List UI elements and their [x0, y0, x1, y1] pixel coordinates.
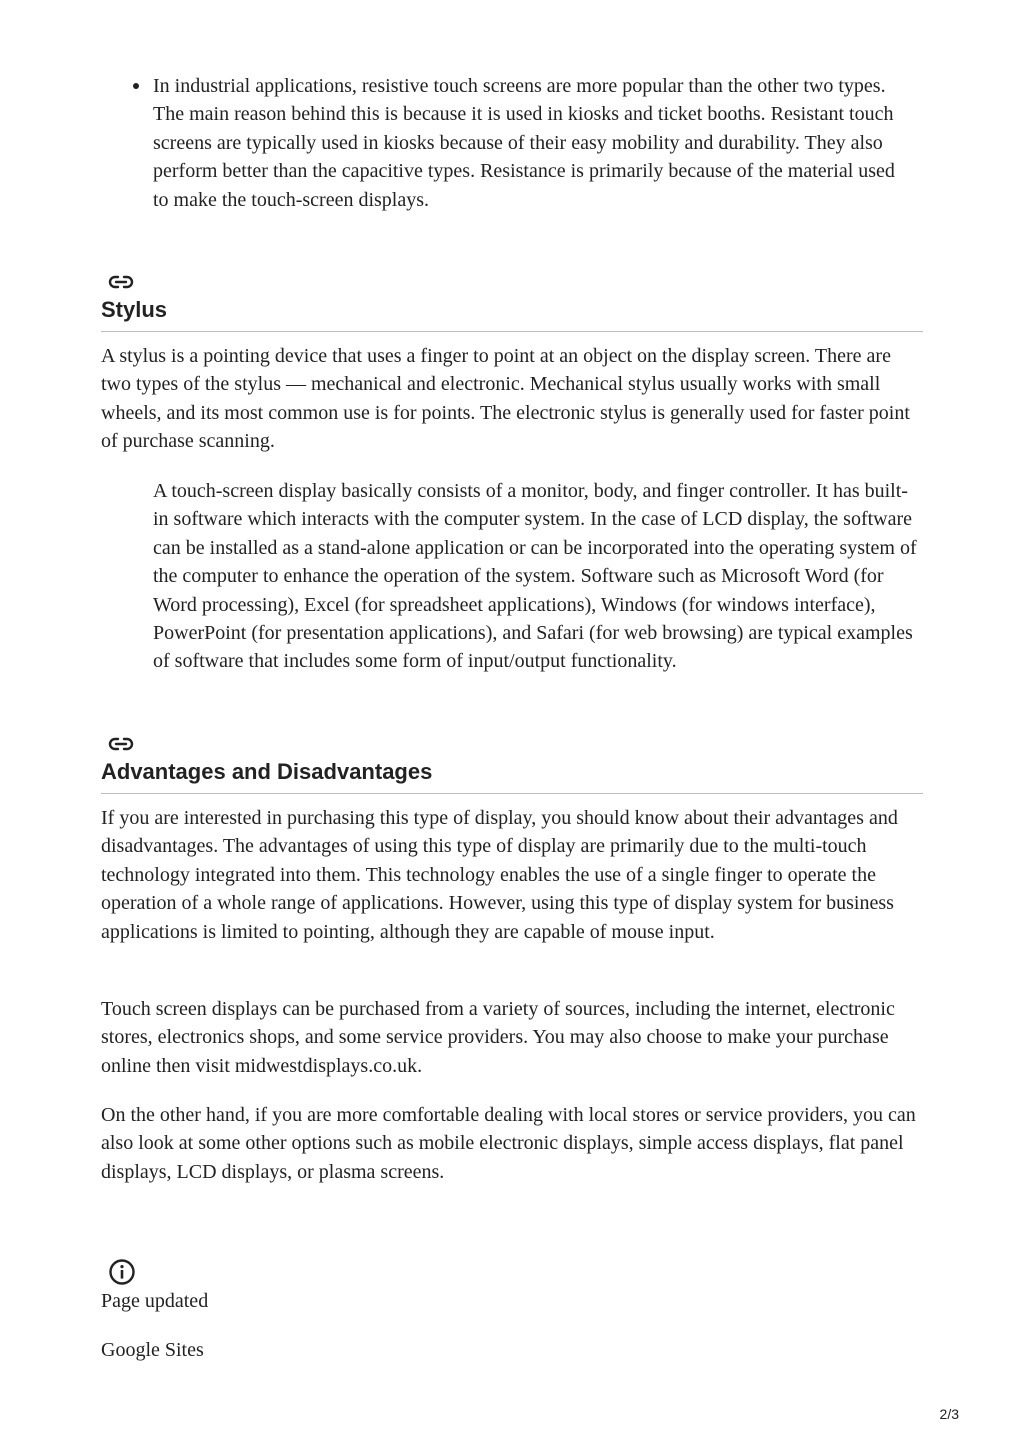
section-divider: [101, 793, 923, 794]
advantages-paragraph-2: Touch screen displays can be purchased from a variety of sources, including the internet, electronic stores, electronics shops, and some service providers. You may also choose to make your purchase online then visit midwestdisplays.co.uk.: [101, 998, 895, 1077]
intro-bullet-list: [153, 72, 913, 214]
advantages-paragraph-3: On the other hand, if you are more comfortable dealing with local stores or service providers, you can also look at some other options such as mobile electronic displays, simple access displays, flat panel displays, LCD displays, or plasma screens.: [101, 1104, 916, 1183]
stylus-quote: A touch-screen display basically consists of a monitor, body, and finger controller. It has built-in software which interacts with the computer system. In the case of LCD display, the software can be installed as a stand-alone application or can be incorporated into the operating system of the computer to enhance the operation of the system. Software such as Microsoft Word (for Word processing), Excel (for spreadsheet applications), Windows (for windows interface), PowerPoint (for presentation applications), and Safari (for web browsing) are typical examples of software that includes some form of input/output functionality.: [153, 480, 917, 673]
advantages-paragraph-1: If you are interested in purchasing this type of display, you should know about their advantages and disadvantages. The advantages of using this type of display are primarily due to the multi-touch technology integrated into them. This technology enables the use of a single finger to operate the operation of a whole range of applications. However, using this type of display system for business applications is limited to pointing, although they are capable of mouse input.: [101, 807, 898, 943]
info-icon[interactable]: [108, 1258, 136, 1286]
section-divider: [101, 331, 923, 332]
bullet-text: In industrial applications, resistive touch screens are more popular than the other two types. The main reason behind this is because it is used in kiosks and ticket booths. Resistant touch screens are typically used in kiosks because of their easy mobility and durability. They also perform better than the capacitive types. Resistance is primarily because of the material used to make the touch-screen displays.: [153, 75, 895, 211]
link-icon[interactable]: [108, 274, 134, 290]
section-heading-stylus: Stylus: [101, 297, 168, 322]
bullet-dot: [133, 83, 139, 89]
link-icon[interactable]: [108, 736, 134, 752]
stylus-paragraph: A stylus is a pointing device that uses a finger to point at an object on the display screen. There are two types of the stylus — mechanical and electronic. Mechanical stylus usually works with small wheels, and its most common use is for points. The electronic stylus is generally used for faster point of purchase scanning.: [101, 345, 910, 453]
google-sites-label[interactable]: Google Sites: [101, 1339, 204, 1361]
section-heading-advantages: Advantages and Disadvantages: [101, 759, 433, 784]
list-item: [153, 72, 913, 214]
page-number: 2/3: [939, 1406, 959, 1422]
page-updated-label: Page updated: [101, 1290, 209, 1312]
